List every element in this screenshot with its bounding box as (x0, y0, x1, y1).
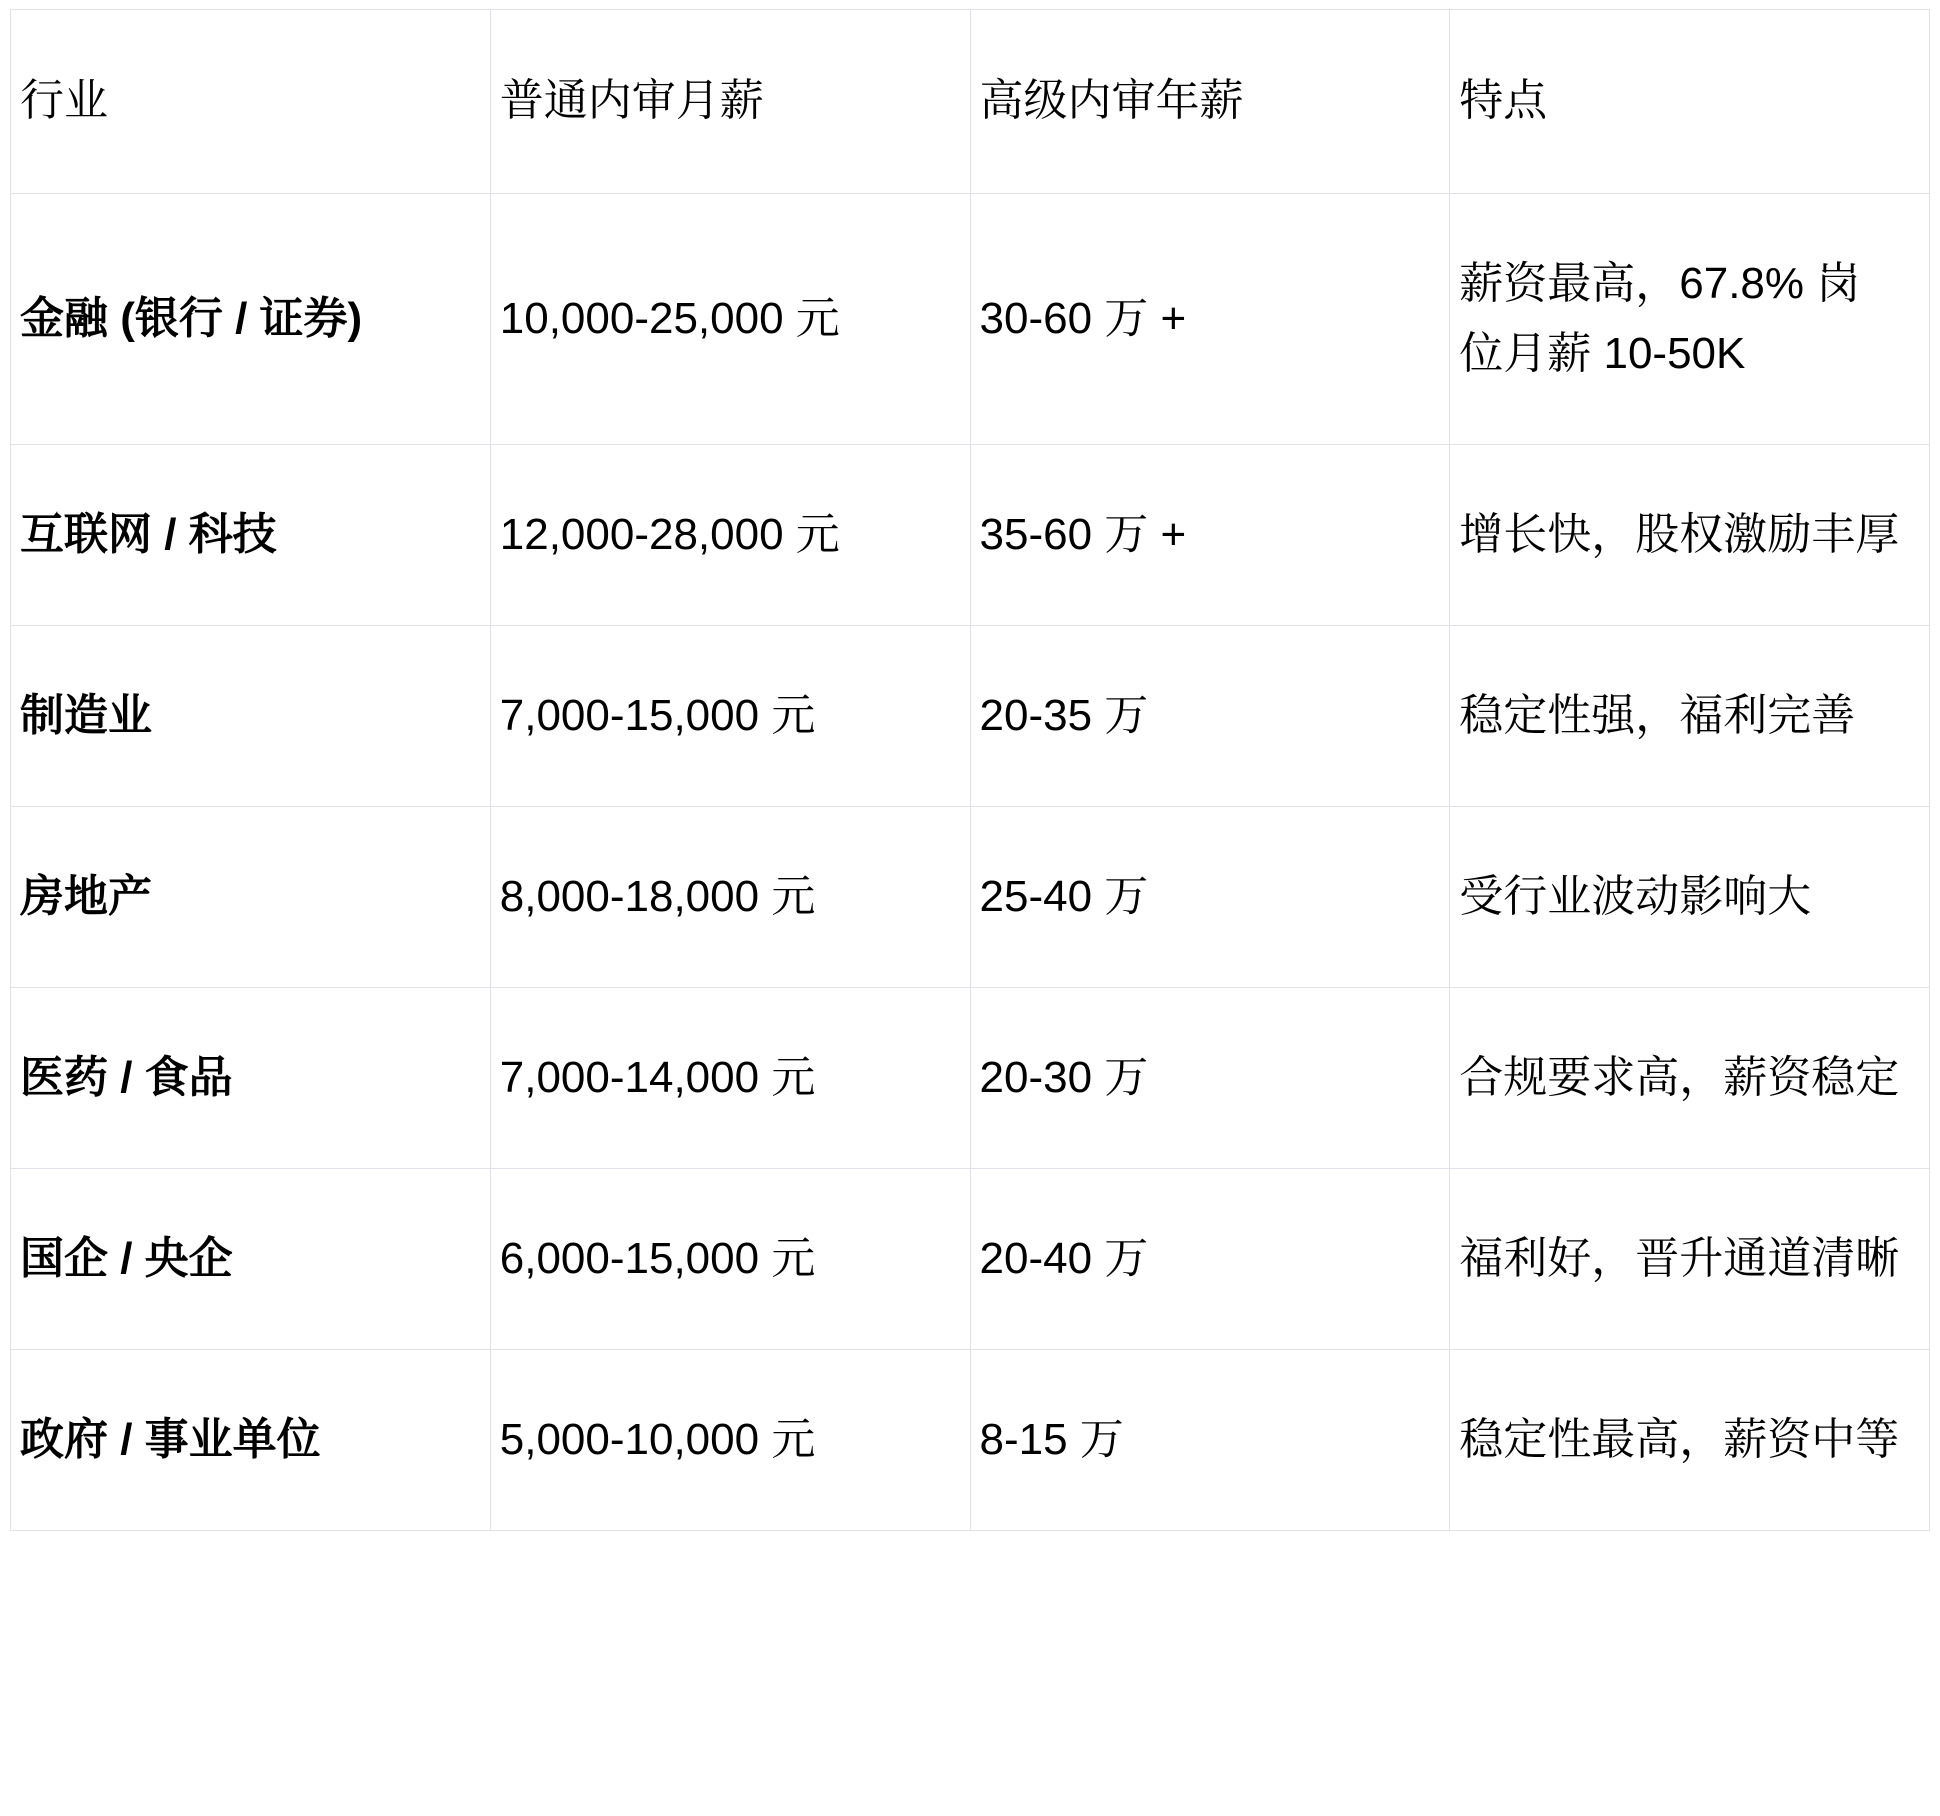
table-row (11, 807, 1930, 988)
table-row (11, 988, 1930, 1169)
cell-monthly-salary: 12,000-28,000 元 (490, 445, 970, 626)
cell-features: 增长快，股权激励丰厚 (1450, 445, 1930, 626)
cell-industry: 政府 / 事业单位 (11, 1350, 491, 1531)
cell-industry: 制造业 (11, 626, 491, 807)
cell-features: 稳定性强，福利完善 (1450, 626, 1930, 807)
cell-features: 福利好，晋升通道清晰 (1450, 1169, 1930, 1350)
column-header-monthly-salary: 普通内审月薪 (490, 10, 970, 194)
cell-monthly-salary: 10,000-25,000 元 (490, 194, 970, 445)
cell-features: 受行业波动影响大 (1450, 807, 1930, 988)
cell-monthly-salary: 7,000-15,000 元 (490, 626, 970, 807)
cell-senior-annual-salary: 20-30 万 (970, 988, 1450, 1169)
table-row (11, 445, 1930, 626)
table-row (11, 626, 1930, 807)
cell-industry: 国企 / 央企 (11, 1169, 491, 1350)
cell-senior-annual-salary: 8-15 万 (970, 1350, 1450, 1531)
cell-industry: 金融 (银行 / 证券) (11, 194, 491, 445)
cell-features: 稳定性最高，薪资中等 (1450, 1350, 1930, 1531)
table-header-row (11, 10, 1930, 194)
table-row (11, 194, 1930, 445)
cell-industry: 互联网 / 科技 (11, 445, 491, 626)
table-row (11, 1350, 1930, 1531)
cell-monthly-salary: 7,000-14,000 元 (490, 988, 970, 1169)
cell-features: 合规要求高，薪资稳定 (1450, 988, 1930, 1169)
column-header-industry: 行业 (11, 10, 491, 194)
cell-senior-annual-salary: 20-35 万 (970, 626, 1450, 807)
table-row (11, 1169, 1930, 1350)
industry-salary-table (10, 9, 1930, 1531)
column-header-senior-annual-salary: 高级内审年薪 (970, 10, 1450, 194)
cell-senior-annual-salary: 30-60 万 + (970, 194, 1450, 445)
cell-senior-annual-salary: 20-40 万 (970, 1169, 1450, 1350)
cell-features: 薪资最高，67.8% 岗位月薪 10-50K (1450, 194, 1930, 445)
cell-industry: 医药 / 食品 (11, 988, 491, 1169)
cell-senior-annual-salary: 25-40 万 (970, 807, 1450, 988)
cell-monthly-salary: 8,000-18,000 元 (490, 807, 970, 988)
cell-industry: 房地产 (11, 807, 491, 988)
cell-monthly-salary: 6,000-15,000 元 (490, 1169, 970, 1350)
table-body (11, 194, 1930, 1531)
cell-senior-annual-salary: 35-60 万 + (970, 445, 1450, 626)
column-header-features: 特点 (1450, 10, 1930, 194)
cell-monthly-salary: 5,000-10,000 元 (490, 1350, 970, 1531)
